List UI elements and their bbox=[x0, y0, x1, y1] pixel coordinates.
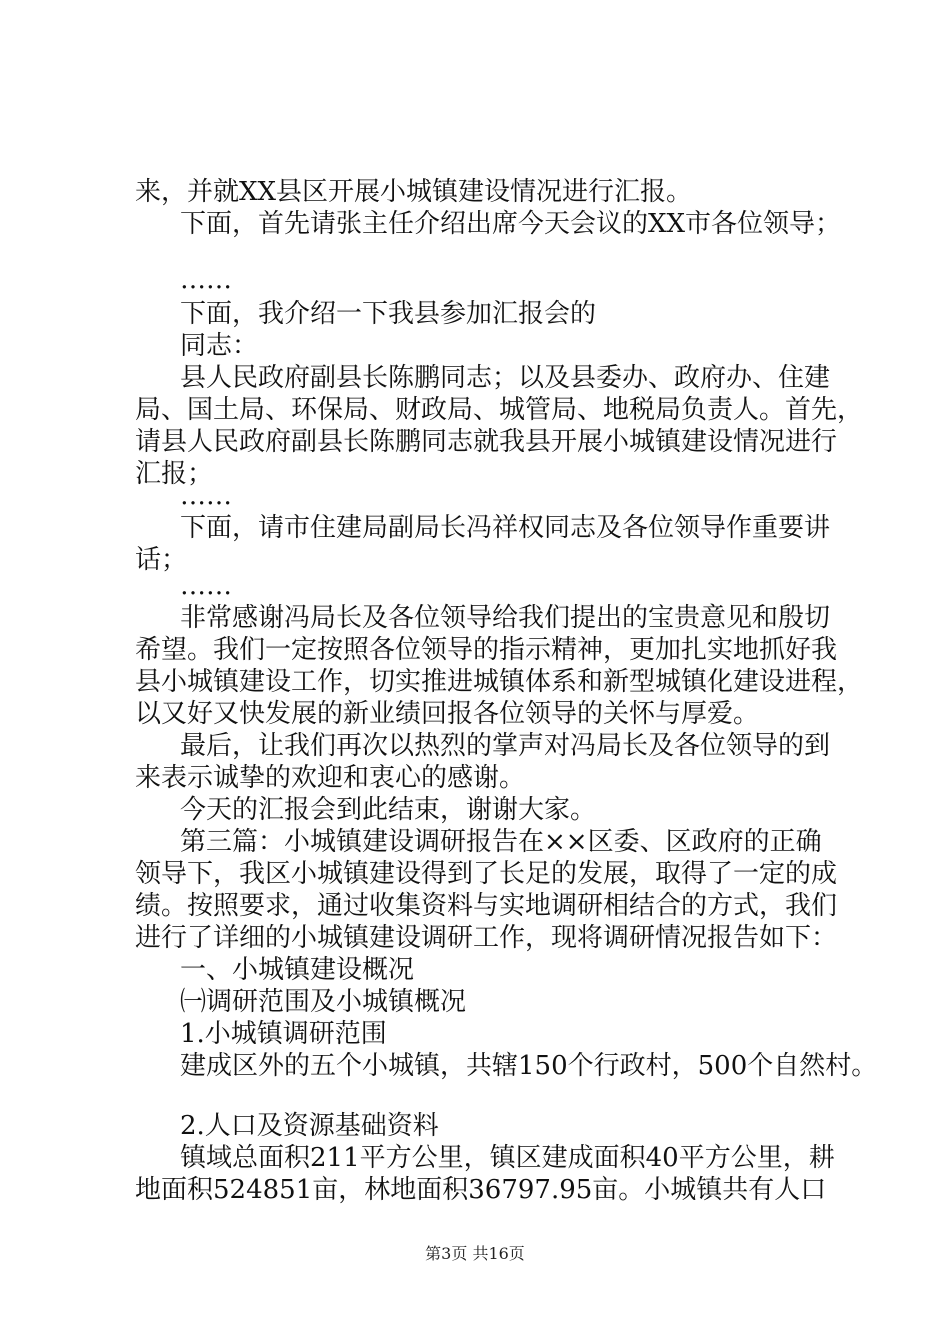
text-line: 地面积524851亩，林地面积36797.95亩。小城镇共有人口 bbox=[135, 1175, 827, 1205]
text-line: 话； bbox=[135, 545, 188, 575]
text-line: 希望。我们一定按照各位领导的指示精神，更加扎实地抓好我 bbox=[135, 635, 838, 665]
ellipsis-line: …… bbox=[180, 265, 232, 295]
text-line: 同志： bbox=[180, 331, 259, 361]
text-line: 非常感谢冯局长及各位领导给我们提出的宝贵意见和殷切 bbox=[180, 603, 831, 633]
section-heading: 一、小城镇建设概况 bbox=[180, 955, 415, 985]
text-line: 来表示诚挚的欢迎和衷心的感谢。 bbox=[135, 763, 526, 793]
text-line: 今天的汇报会到此结束，谢谢大家。 bbox=[180, 795, 597, 825]
ellipsis-line: …… bbox=[180, 571, 232, 601]
text-line: 绩。按照要求，通过收集资料与实地调研相结合的方式，我们 bbox=[135, 891, 838, 921]
text-line: 镇域总面积211平方公里，镇区建成面积40平方公里，耕 bbox=[180, 1143, 835, 1173]
text-line: 下面，首先请张主任介绍出席今天会议的XX市各位领导； bbox=[180, 209, 842, 239]
ellipsis-line: …… bbox=[180, 481, 232, 511]
text-line: 下面，我介绍一下我县参加汇报会的 bbox=[180, 299, 597, 329]
subsection-heading: 2.人口及资源基础资料 bbox=[180, 1111, 439, 1141]
page-footer: 第3页 共16页 bbox=[425, 1244, 525, 1263]
text-line: 汇报； bbox=[135, 459, 214, 489]
text-line: 县小城镇建设工作，切实推进城镇体系和新型城镇化建设进程， bbox=[135, 667, 864, 697]
text-line: 局、国土局、环保局、财政局、城管局、地税局负责人。首先， bbox=[135, 395, 864, 425]
text-line: 领导下，我区小城镇建设得到了长足的发展，取得了一定的成 bbox=[135, 859, 838, 889]
text-line: 来，并就XX县区开展小城镇建设情况进行汇报。 bbox=[135, 177, 693, 207]
text-line: 下面，请市住建局副局长冯祥权同志及各位领导作重要讲 bbox=[180, 513, 831, 543]
subsection-heading: 1.小城镇调研范围 bbox=[180, 1019, 387, 1049]
text-line: 最后，让我们再次以热烈的掌声对冯局长及各位领导的到 bbox=[180, 731, 831, 761]
text-line: 县人民政府副县长陈鹏同志；以及县委办、政府办、住建 bbox=[180, 363, 831, 393]
subsection-heading: ㈠调研范围及小城镇概况 bbox=[180, 987, 467, 1017]
text-line: 进行了详细的小城镇建设调研工作，现将调研情况报告如下： bbox=[135, 923, 838, 953]
text-line: 以又好又快发展的新业绩回报各位领导的关怀与厚爱。 bbox=[135, 699, 760, 729]
text-line: 第三篇：小城镇建设调研报告在××区委、区政府的正确 bbox=[180, 827, 822, 857]
text-line: 请县人民政府副县长陈鹏同志就我县开展小城镇建设情况进行 bbox=[135, 427, 838, 457]
text-line: 建成区外的五个小城镇，共辖150个行政村，500个自然村。 bbox=[180, 1051, 878, 1081]
